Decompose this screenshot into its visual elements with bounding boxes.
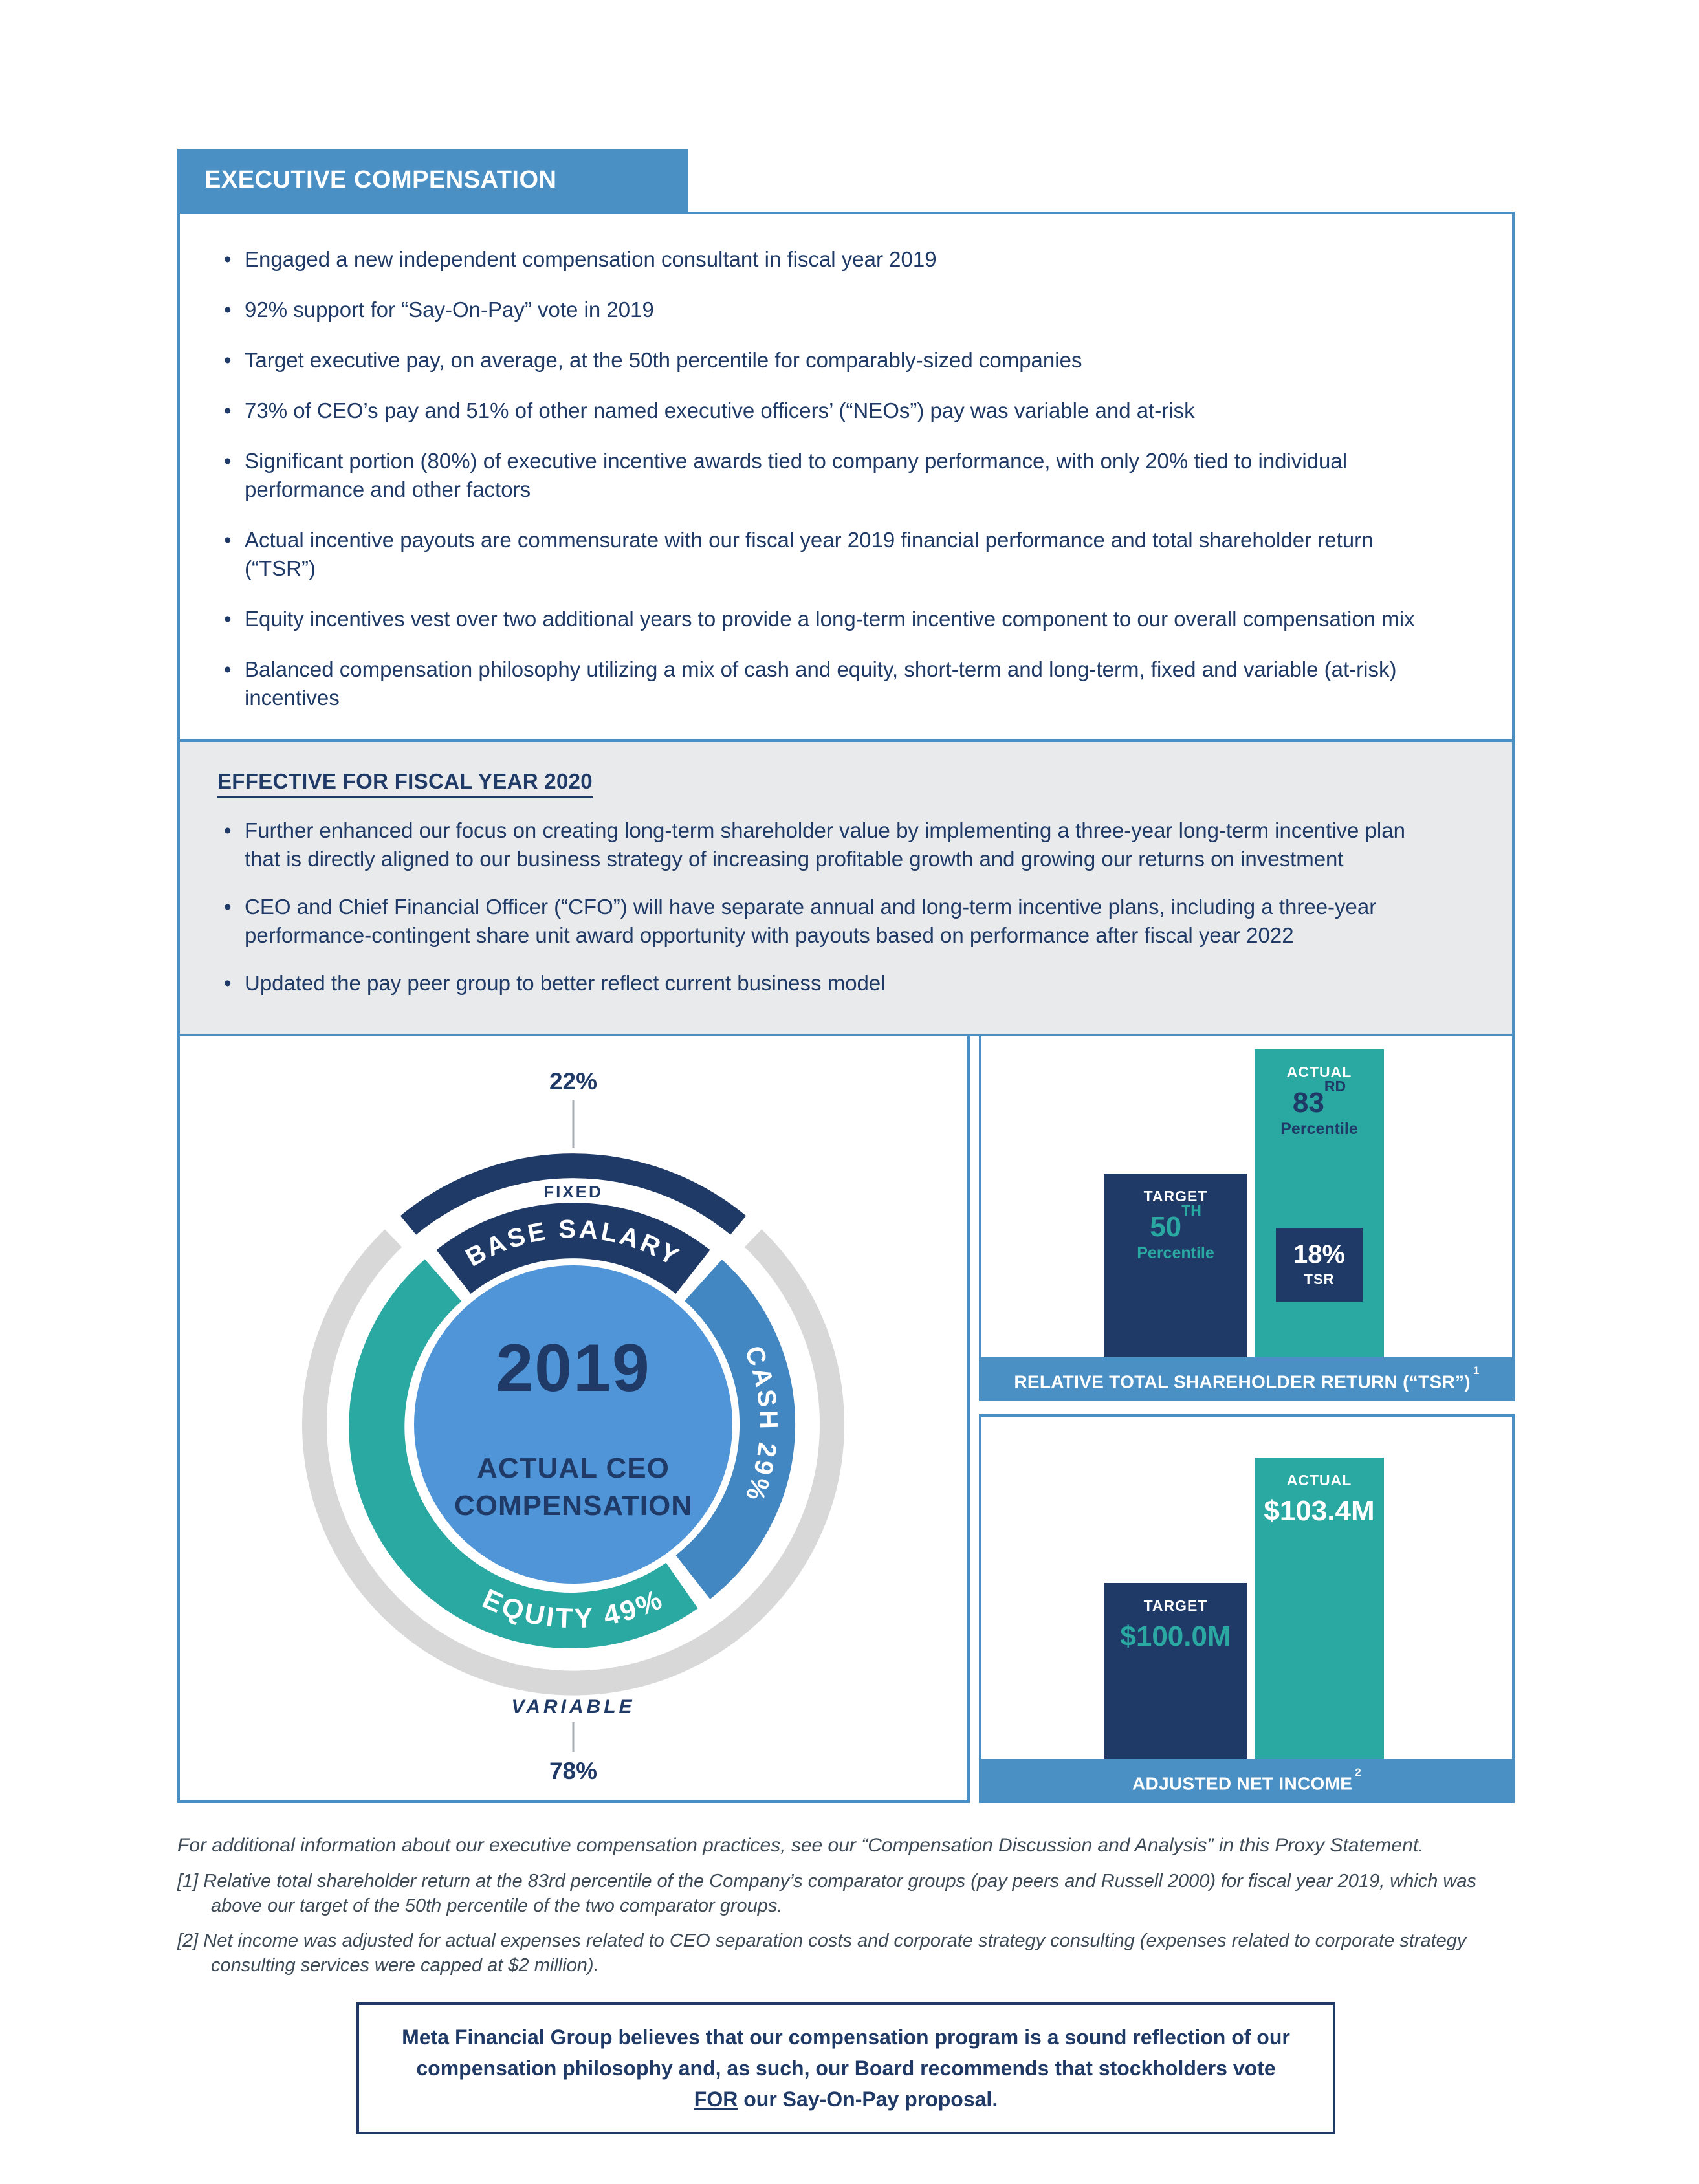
- income-actual-bar: [1255, 1458, 1384, 1759]
- ceo-compensation-donut-chart: [180, 1036, 967, 1800]
- fy2020-bullet: • Further enhanced our focus on creating long-term shareholder value by implementing a three-year long-term incentive plan that is directly aligned to our business strategy of increasing profitable growth and growing our returns on investment: [217, 816, 1415, 873]
- income-target-value: $100.0M: [1120, 1621, 1231, 1652]
- net-income-chart-box: [979, 1414, 1515, 1803]
- fixed-label: FIXED: [543, 1182, 603, 1201]
- tsr-actual-number: 83: [1292, 1087, 1324, 1119]
- highlight-bullet: • Target executive pay, on average, at the 50th percentile for comparably-sized companies: [217, 346, 1415, 375]
- tsr-banner-text: RELATIVE TOTAL SHAREHOLDER RETURN (“TSR”): [1014, 1371, 1471, 1392]
- tsr-actual-bar: [1255, 1049, 1384, 1357]
- ceo-compensation-donut-box: [177, 1034, 970, 1803]
- income-target-bar: [1104, 1583, 1247, 1759]
- charts-row: [177, 1034, 1515, 1803]
- donut-center-line1: ACTUAL CEO: [477, 1452, 670, 1484]
- page-title: EXECUTIVE COMPENSATION HIGHLIGHTS: [177, 149, 688, 212]
- callout-box: [356, 2002, 1335, 2134]
- donut-center-year: 2019: [496, 1331, 651, 1406]
- tsr-actual-ordinal: RD: [1324, 1078, 1346, 1095]
- highlight-bullet: • Equity incentives vest over two additional years to provide a long-term incentive component to our overall compensation mix: [217, 605, 1415, 633]
- tsr-target-unit: Percentile: [1137, 1244, 1214, 1262]
- highlight-bullet: • Significant portion (80%) of executive incentive awards tied to company performance, with only 20% tied to individual performance and other factors: [217, 447, 1415, 504]
- income-actual-value: $103.4M: [1264, 1495, 1375, 1527]
- income-banner-text: ADJUSTED NET INCOME: [1132, 1773, 1353, 1794]
- tsr-actual-value: [1292, 1078, 1346, 1119]
- highlight-bullet: • 92% support for “Say-On-Pay” vote in 2019: [217, 296, 1415, 324]
- fy2020-title: EFFECTIVE FOR FISCAL YEAR 2020: [217, 769, 593, 798]
- fy2020-bullet: • Updated the pay peer group to better reflect current business model: [217, 969, 1415, 998]
- bar-charts-column: [979, 1034, 1515, 1803]
- content: [177, 149, 1515, 2134]
- tsr-target-ordinal: TH: [1181, 1202, 1201, 1219]
- fy2020-section: [180, 739, 1512, 1034]
- footnotes: [177, 1833, 1515, 1978]
- tsr-banner-footnote-ref: 1: [1473, 1364, 1480, 1377]
- footnote-1: [1] Relative total shareholder return at the 83rd percentile of the Company’s comparator groups (pay peers and Russell 2000) for fiscal year 2019, which was above our target of the 50th percentile of the two comparator groups.: [177, 1871, 1476, 1916]
- income-target-label: TARGET: [1143, 1597, 1208, 1614]
- donut-center-circle: [414, 1265, 732, 1584]
- income-actual-label: ACTUAL: [1286, 1472, 1352, 1489]
- footnote-2: [2] Net income was adjusted for actual expenses related to CEO separation costs and corporate strategy consulting (expenses related to corporate strategy consulting services were capped at $2 million).: [177, 1930, 1467, 1976]
- fy2020-bullet: • CEO and Chief Financial Officer (“CFO”) will have separate annual and long-term incentive plans, including a three-year performance-contingent share unit award opportunity with payouts based on performance after fiscal year 2022: [217, 893, 1415, 950]
- tsr-target-number: 50: [1150, 1211, 1182, 1243]
- highlight-bullet: • Actual incentive payouts are commensurate with our fiscal year 2019 financial performance and total shareholder return (“TSR”): [217, 526, 1415, 583]
- income-chart-banner: [981, 1759, 1512, 1800]
- highlight-bullet: • Balanced compensation philosophy utilizing a mix of cash and equity, short-term and long-term, fixed and variable (at-risk) incentives: [217, 655, 1415, 712]
- highlight-bullet: • Engaged a new independent compensation consultant in fiscal year 2019: [217, 245, 1415, 274]
- callout-text: [398, 2022, 1294, 2115]
- highlight-bullet: • 73% of CEO’s pay and 51% of other named executive officers’ (“NEOs”) pay was variable and at-risk: [217, 397, 1415, 425]
- callout-text-before: Meta Financial Group believes that our compensation program is a sound reflection of our compensation philosophy and, as such, our Board recommends that stockholders vote: [402, 2026, 1290, 2080]
- variable-label: VARIABLE: [511, 1696, 635, 1718]
- tsr-value-callout: [1276, 1228, 1363, 1302]
- tsr-target-bar: [1104, 1174, 1247, 1357]
- tsr-chart-banner: [981, 1357, 1512, 1399]
- tsr-acronym: TSR: [1304, 1271, 1335, 1287]
- callout-text-after: our Say-On-Pay proposal.: [738, 2088, 998, 2111]
- fixed-percent-label: 22%: [549, 1068, 598, 1095]
- vote-for-underline: FOR: [694, 2088, 738, 2111]
- tsr-target-value: [1150, 1202, 1201, 1243]
- tsr-actual-label: ACTUAL: [1286, 1064, 1352, 1080]
- tsr-percent: 18%: [1293, 1240, 1346, 1269]
- highlights-box: [177, 212, 1515, 1036]
- income-banner-footnote-ref: 2: [1355, 1766, 1361, 1778]
- highlights-list: [180, 214, 1512, 739]
- tsr-target-label: TARGET: [1143, 1188, 1208, 1205]
- base-salary-label: BASE SALARY: [461, 1215, 686, 1272]
- footnote-intro: For additional information about our executive compensation practices, see our “Compensation Discussion and Analysis” in this Proxy Statement.: [177, 1835, 1424, 1856]
- equity-label: EQUITY 49%: [477, 1583, 669, 1635]
- variable-percent-label: 78%: [549, 1758, 598, 1784]
- tsr-actual-unit: Percentile: [1280, 1120, 1358, 1138]
- donut-center-line2: COMPENSATION: [454, 1490, 693, 1522]
- tsr-chart-box: [979, 1034, 1515, 1401]
- cash-label: CASH 29%: [739, 1342, 783, 1507]
